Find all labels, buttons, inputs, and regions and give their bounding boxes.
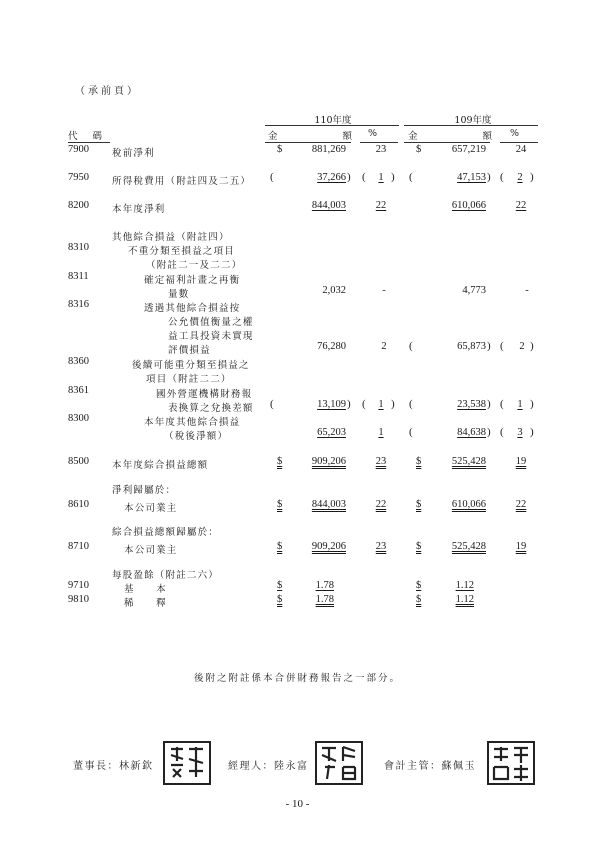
row-code: 8200: [68, 200, 89, 211]
seal-glyph: [317, 743, 361, 783]
row-label: 透過其他綜合損益按: [144, 303, 241, 314]
continued-label: （承前頁）: [75, 86, 140, 97]
year-109-rule: [404, 125, 538, 126]
amount-110: 13,109: [317, 399, 346, 410]
amount-110: 1.78: [315, 580, 334, 591]
amount-110: 844,003: [311, 200, 346, 211]
percent-110: 22: [375, 499, 387, 510]
amount-109: 525,428: [451, 541, 486, 552]
chairman-signature-label: 董事長：林新欽: [73, 761, 154, 772]
currency-110: $: [277, 594, 283, 605]
percent-110: 23: [375, 144, 387, 155]
year-110-rule: [265, 125, 399, 126]
percent-rule-109: [500, 142, 538, 143]
amount-rule-110: [265, 142, 351, 143]
percent-header-109: %: [510, 128, 520, 139]
row-code: 8310: [68, 242, 89, 253]
amount-header-110: 金 額: [268, 131, 352, 142]
amount-110: 65,203: [317, 427, 346, 438]
paren-open-109: (: [409, 340, 413, 352]
amount-110: 844,003: [311, 499, 346, 510]
row-label: 稅前淨利: [112, 148, 155, 159]
row-label: 本年度淨利: [112, 204, 166, 215]
amount-109: 4,773: [462, 285, 486, 296]
row-label: 本公司業主: [124, 503, 178, 514]
page-number: - 10 -: [285, 798, 310, 810]
seal-glyph: [165, 743, 209, 783]
paren-open-110: (: [270, 398, 274, 410]
percent-109: 19: [515, 541, 527, 552]
amount-109: 525,428: [451, 456, 486, 467]
amount-110: 909,206: [311, 541, 346, 552]
paren-open-109: (: [409, 171, 413, 183]
row-label: 國外營運機構財務報: [156, 389, 253, 400]
row-label: 所得稅費用（附註四及二五）: [112, 176, 252, 187]
percent-109: 3: [517, 427, 523, 438]
percent-110: 1: [378, 427, 384, 438]
row-code: 8500: [68, 456, 89, 467]
amount-109: 610,066: [451, 499, 486, 510]
amount-109: 23,538: [457, 399, 486, 410]
percent-109: 1: [517, 399, 523, 410]
row-code: 8316: [68, 299, 89, 310]
code-rule: [68, 142, 110, 143]
row-label: 益工具投資未實現: [168, 331, 254, 342]
amount-109: 1.12: [455, 594, 474, 605]
amount-110: 37,266: [317, 172, 346, 183]
row-label: （稅後淨額）: [164, 431, 229, 442]
currency-110: $: [277, 580, 283, 591]
row-code: 9810: [68, 594, 89, 605]
paren-open-109: (: [409, 398, 413, 410]
row-code: 9710: [68, 580, 89, 591]
row-label: 本公司業主: [124, 545, 178, 556]
percent-110: 23: [375, 456, 387, 467]
row-label: 表換算之兌換差額: [168, 403, 254, 414]
row-label: 不重分類至損益之項目: [128, 246, 236, 257]
row-label: 每股盈餘（附註二六）: [112, 570, 220, 581]
percent-109: 19: [515, 456, 527, 467]
percent-110: 23: [375, 541, 387, 552]
percent-109: 24: [515, 144, 527, 155]
row-label: 綜合損益總額歸屬於：: [112, 527, 220, 538]
percent-110: -: [382, 285, 386, 296]
row-label: 項目（附註二二）: [146, 374, 232, 385]
percent-110: 22: [375, 200, 387, 211]
accountant-seal: [487, 741, 535, 785]
percent-109: 22: [515, 499, 527, 510]
percent-109: 2: [517, 172, 523, 183]
seal-glyph: [489, 743, 533, 783]
percent-110: 1: [378, 172, 384, 183]
row-label: 基 本: [124, 584, 167, 595]
percent-header-110: %: [368, 128, 378, 139]
percent-109: 2: [519, 341, 525, 352]
currency-109: $: [416, 499, 422, 510]
row-code: 8710: [68, 541, 89, 552]
row-label: （附註二一及二二）: [146, 260, 243, 271]
row-label: 淨利歸屬於：: [112, 485, 177, 496]
amount-110: 881,269: [311, 144, 346, 155]
year-109-header: 109年度: [454, 115, 492, 126]
percent-110: 2: [381, 341, 387, 352]
manager-seal: [315, 741, 363, 785]
currency-110: $: [277, 499, 283, 510]
paren-open-110: (: [270, 171, 274, 183]
row-code: 8311: [68, 271, 89, 282]
code-header: 代 碼: [68, 131, 109, 142]
row-code: 8610: [68, 499, 89, 510]
row-label: 公允價值衡量之權: [168, 317, 254, 328]
row-label: 本年度其他綜合損益: [144, 417, 241, 428]
amount-110: 2,032: [322, 285, 346, 296]
currency-109: $: [416, 580, 422, 591]
currency-110: $: [277, 541, 283, 552]
amount-110: 76,280: [317, 341, 346, 352]
amount-rule-109: [404, 142, 490, 143]
amount-109: 47,153: [457, 172, 486, 183]
currency-110: $: [277, 456, 283, 467]
row-code: 8361: [68, 385, 89, 396]
amount-header-109: 金 額: [408, 131, 492, 142]
currency-109: $: [416, 144, 422, 155]
chairman-seal: [163, 741, 211, 785]
percent-109: -: [525, 285, 529, 296]
amount-109: 610,066: [451, 200, 486, 211]
accountant-signature-label: 會計主管：蘇佩玉: [384, 761, 476, 772]
amount-109: 84,638: [457, 427, 486, 438]
percent-110: 1: [378, 399, 384, 410]
amount-109: 657,219: [451, 144, 486, 155]
row-label: 後續可能重分類至損益之: [132, 360, 250, 371]
currency-110: $: [277, 144, 283, 155]
row-label: 稀 釋: [124, 598, 167, 609]
manager-signature-label: 經理人：陸永富: [228, 761, 309, 772]
row-label: 本年度綜合損益總額: [112, 460, 209, 471]
percent-109: 22: [515, 200, 527, 211]
amount-110: 1.78: [315, 594, 334, 605]
percent-rule-110: [360, 142, 398, 143]
amount-110: 909,206: [311, 456, 346, 467]
currency-109: $: [416, 541, 422, 552]
row-code: 7950: [68, 172, 89, 183]
footnote: 後附之附註係本合併財務報告之一部分。: [193, 673, 401, 684]
year-110-header: 110年度: [314, 115, 352, 126]
row-label: 量數: [168, 289, 190, 300]
row-code: 8300: [68, 413, 89, 424]
row-label: 其他綜合損益（附註四）: [112, 232, 230, 243]
paren-open-109: (: [409, 426, 413, 438]
currency-109: $: [416, 594, 422, 605]
row-code: 8360: [68, 356, 89, 367]
currency-109: $: [416, 456, 422, 467]
row-label: 評價損益: [168, 345, 211, 356]
amount-109: 1.12: [455, 580, 474, 591]
row-label: 確定福利計畫之再衡: [144, 275, 241, 286]
row-code: 7900: [68, 144, 89, 155]
amount-109: 65,873: [457, 341, 486, 352]
